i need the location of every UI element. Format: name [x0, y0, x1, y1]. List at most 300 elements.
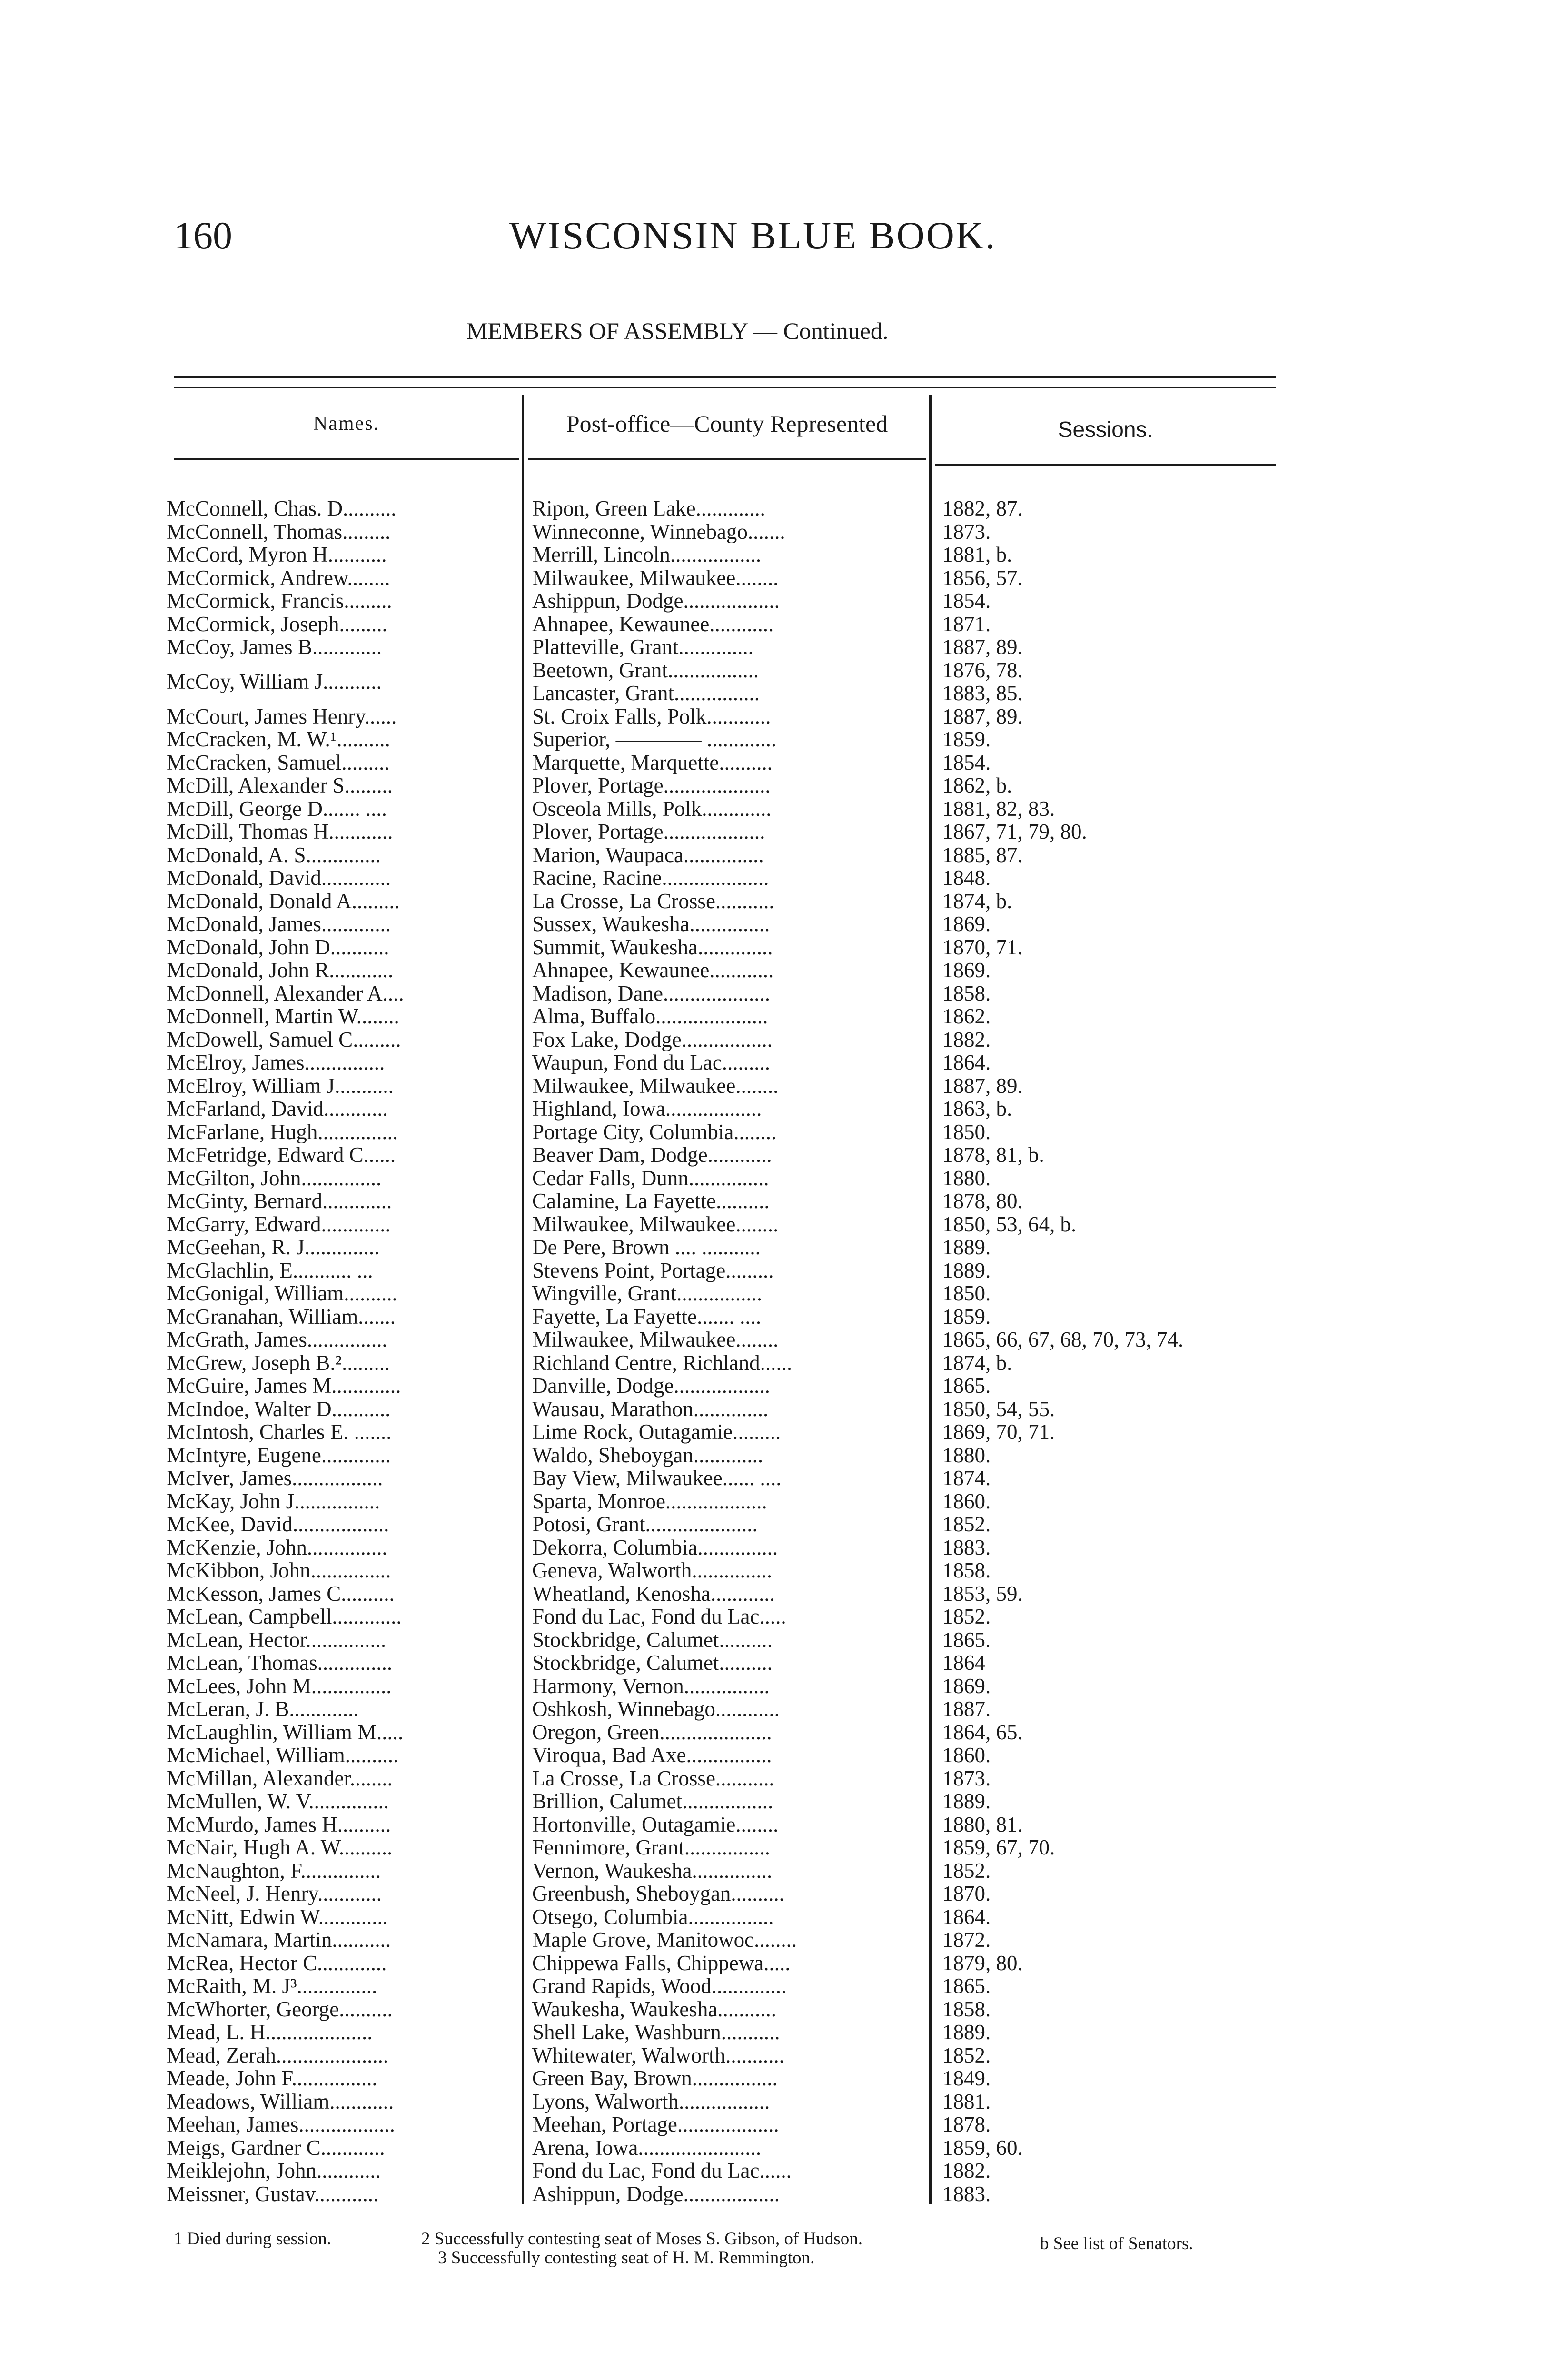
- sessions: 1859.: [942, 727, 991, 751]
- post-office-county: La Crosse, La Crosse...........: [532, 889, 774, 912]
- post-office-county: Racine, Racine....................: [532, 866, 769, 890]
- sessions: 1860.: [942, 1743, 991, 1767]
- table-row: [167, 1351, 1276, 1375]
- sessions: 1864.: [942, 1051, 991, 1074]
- member-name: McRaith, M. J³...............: [167, 1974, 377, 1998]
- footnote-2: 2 Successfully contesting seat of Moses S. Gibson, of Hudson.: [421, 2229, 862, 2249]
- member-name: Meehan, James..................: [167, 2113, 395, 2136]
- member-name: McDonald, Donald A.........: [167, 889, 400, 912]
- sessions: 1878, 80.: [942, 1189, 1023, 1213]
- page-number: 160: [174, 214, 232, 257]
- member-name: McIver, James.................: [167, 1467, 383, 1490]
- header-rule-names: [174, 458, 519, 460]
- post-office-county: Madison, Dane....................: [532, 982, 770, 1005]
- sessions: 1876, 78.: [942, 658, 1023, 682]
- sessions: 1880, 81.: [942, 1812, 1023, 1836]
- sessions: 1869, 70, 71.: [942, 1420, 1055, 1444]
- member-name: McMillan, Alexander........: [167, 1766, 393, 1790]
- member-name: McGranahan, William.......: [167, 1305, 396, 1328]
- post-office-county: Ashippun, Dodge..................: [532, 589, 780, 613]
- member-name: McDonald, John R............: [167, 959, 394, 982]
- post-office-county: Hortonville, Outagamie........: [532, 1813, 779, 1836]
- sessions: 1879, 80.: [942, 1951, 1023, 1975]
- post-office-county: Marion, Waupaca...............: [532, 843, 764, 866]
- table-row: [167, 520, 1276, 544]
- table-row: [167, 1374, 1276, 1398]
- member-name: McConnell, Chas. D..........: [167, 497, 396, 520]
- table-row: [167, 843, 1276, 867]
- post-office-county: Cedar Falls, Dunn...............: [532, 1166, 769, 1190]
- table-row: [167, 728, 1276, 751]
- post-office-county: Lancaster, Grant................: [532, 682, 760, 705]
- table-row: [167, 936, 1276, 959]
- table-row: [167, 705, 1276, 728]
- member-name: McCord, Myron H...........: [167, 543, 387, 566]
- member-name: McDonald, David.............: [167, 866, 391, 890]
- post-office-county: Milwaukee, Milwaukee........: [532, 1212, 779, 1236]
- member-name: McLean, Thomas..............: [167, 1651, 393, 1675]
- top-rule: [174, 376, 1276, 378]
- table-row: [167, 1721, 1276, 1744]
- member-name: McDill, Thomas H............: [167, 820, 393, 843]
- sessions: 1871.: [942, 612, 991, 636]
- sessions: 1883, 85.: [942, 681, 1023, 705]
- sessions: 1865.: [942, 1374, 991, 1398]
- post-office-county: Plover, Portage...................: [532, 820, 765, 843]
- sessions: 1874.: [942, 1466, 991, 1490]
- member-name: McDonnell, Martin W........: [167, 1005, 399, 1028]
- member-name: McGrath, James...............: [167, 1328, 387, 1351]
- member-name: McDill, George D....... ....: [167, 797, 387, 820]
- post-office-county: Beaver Dam, Dodge............: [532, 1143, 772, 1167]
- sessions: 1887.: [942, 1697, 991, 1721]
- sessions: 1859, 60.: [942, 2135, 1023, 2160]
- table-caption: MEMBERS OF ASSEMBLY — Continued.: [466, 317, 889, 344]
- table-row: [167, 1167, 1276, 1190]
- sessions: 1874, b.: [942, 1350, 1012, 1375]
- member-name: Meissner, Gustav............: [167, 2182, 379, 2205]
- table-row: [167, 1305, 1276, 1329]
- post-office-county: Osceola Mills, Polk.............: [532, 797, 772, 820]
- member-name: McDill, Alexander S.........: [167, 774, 393, 797]
- sessions: 1850, 53, 64, b.: [942, 1212, 1077, 1236]
- post-office-county: Superior, ———— .............: [532, 728, 777, 751]
- member-name: McLean, Campbell.............: [167, 1605, 402, 1628]
- table-row: [167, 1582, 1276, 1606]
- table-row: [167, 1536, 1276, 1559]
- table-row: [167, 1882, 1276, 1905]
- table-row: [167, 1190, 1276, 1213]
- post-office-county: Waukesha, Waukesha...........: [532, 1997, 777, 2021]
- post-office-county: Ripon, Green Lake.............: [532, 497, 765, 520]
- sessions: 1881, 82, 83.: [942, 796, 1055, 821]
- table-row: [167, 982, 1276, 1005]
- table-row: [167, 1213, 1276, 1236]
- post-office-county: De Pere, Brown .... ...........: [532, 1236, 761, 1259]
- header-rule-post-office: [528, 458, 926, 460]
- column-header-sessions: Sessions.: [1058, 417, 1153, 442]
- sessions: 1859.: [942, 1304, 991, 1329]
- sessions: 1885, 87.: [942, 843, 1023, 867]
- sessions: 1853, 59.: [942, 1581, 1023, 1606]
- member-name: McGrew, Joseph B.².........: [167, 1351, 390, 1374]
- footnote-b: b See list of Senators.: [1040, 2234, 1193, 2253]
- member-name: Meiklejohn, John............: [167, 2159, 381, 2182]
- sessions: 1867, 71, 79, 80.: [942, 820, 1087, 843]
- member-name: McCormick, Francis.........: [167, 589, 392, 613]
- member-name: McIntosh, Charles E. .......: [167, 1420, 392, 1444]
- member-name: McMichael, William..........: [167, 1744, 399, 1767]
- member-name: McWhorter, George..........: [167, 1997, 393, 2021]
- sessions: 1863, b.: [942, 1097, 1012, 1121]
- sessions: 1865, 66, 67, 68, 70, 73, 74.: [942, 1328, 1184, 1351]
- table-row: [167, 2021, 1276, 2044]
- member-name: McKesson, James C..........: [167, 1582, 395, 1605]
- member-name: McElroy, James...............: [167, 1051, 385, 1074]
- member-name: Meigs, Gardner C............: [167, 2136, 385, 2159]
- sessions: 1852.: [942, 1512, 991, 1536]
- members-table-body: [167, 497, 1276, 2205]
- member-name: McGuire, James M.............: [167, 1374, 401, 1398]
- post-office-county: Lime Rock, Outagamie.........: [532, 1420, 781, 1444]
- post-office-county: Summit, Waukesha..............: [532, 935, 773, 959]
- post-office-county: Danville, Dodge..................: [532, 1374, 770, 1398]
- table-row: [167, 613, 1276, 636]
- table-row: [167, 1236, 1276, 1259]
- sessions: 1882.: [942, 2159, 991, 2182]
- sessions: 1889.: [942, 1235, 991, 1259]
- table-row: [167, 1998, 1276, 2021]
- sessions: 1889.: [942, 1258, 991, 1282]
- member-name: McNeel, J. Henry............: [167, 1882, 382, 1905]
- table-row: [167, 1744, 1276, 1767]
- sessions: 1883.: [942, 2182, 991, 2206]
- post-office-county: Wausau, Marathon..............: [532, 1397, 769, 1420]
- sessions: 1880.: [942, 1166, 991, 1190]
- post-office-county: Green Bay, Brown................: [532, 2067, 778, 2090]
- sessions: 1870.: [942, 1882, 991, 1905]
- member-name: McDonald, A. S..............: [167, 843, 381, 866]
- post-office-county: Waupun, Fond du Lac.........: [532, 1051, 771, 1074]
- sessions: 1862.: [942, 1004, 991, 1028]
- sessions: 1881.: [942, 2089, 991, 2113]
- member-name: McDonald, John D...........: [167, 935, 389, 959]
- sessions: 1865.: [942, 1974, 991, 1998]
- sessions: 1858.: [942, 981, 991, 1005]
- member-name: McIndoe, Walter D...........: [167, 1397, 391, 1420]
- table-row: [167, 659, 1276, 705]
- post-office-county: Harmony, Vernon................: [532, 1674, 770, 1697]
- sessions: 1864, 65.: [942, 1720, 1023, 1744]
- sessions: 1889.: [942, 1789, 991, 1813]
- table-row: [167, 1767, 1276, 1790]
- post-office-county: Lyons, Walworth.................: [532, 2090, 770, 2113]
- member-name: McGonigal, William..........: [167, 1282, 397, 1305]
- sessions: 1873.: [942, 519, 991, 544]
- post-office-county: St. Croix Falls, Polk............: [532, 704, 771, 728]
- member-name: McLean, Hector...............: [167, 1628, 386, 1651]
- sessions: 1869.: [942, 1674, 991, 1698]
- column-header-post-office: Post-office—County Represented: [566, 410, 888, 437]
- table-row: [167, 497, 1276, 520]
- table-row: [167, 1398, 1276, 1421]
- member-name: McGilton, John...............: [167, 1166, 382, 1190]
- column-header-names: Names.: [313, 413, 380, 435]
- member-name: McGlachlin, E........... ...: [167, 1259, 373, 1282]
- post-office-county: Milwaukee, Milwaukee........: [532, 1074, 779, 1097]
- post-office-county: Plover, Portage....................: [532, 774, 771, 797]
- sessions: 1880.: [942, 1443, 991, 1467]
- member-name: McFarland, David............: [167, 1097, 388, 1121]
- table-row: [167, 589, 1276, 613]
- table-row: [167, 1559, 1276, 1582]
- post-office-county: Dekorra, Columbia...............: [532, 1536, 778, 1559]
- sessions: 1858.: [942, 1997, 991, 2021]
- table-row: [167, 2182, 1276, 2206]
- member-name: McKibbon, John...............: [167, 1559, 391, 1582]
- post-office-county: Beetown, Grant.................: [532, 658, 759, 682]
- post-office-county: Marquette, Marquette..........: [532, 751, 773, 774]
- sessions: 1848.: [942, 866, 991, 890]
- table-row: [167, 2113, 1276, 2136]
- table-row: [167, 820, 1276, 843]
- post-office-county: Winneconne, Winnebago.......: [532, 520, 785, 543]
- table-row: [167, 1513, 1276, 1536]
- table-row: [167, 1051, 1276, 1074]
- table-row: [167, 566, 1276, 590]
- sessions: 1883.: [942, 1535, 991, 1559]
- post-office-county: Sussex, Waukesha...............: [532, 912, 770, 936]
- table-row: [167, 1259, 1276, 1282]
- member-name: McCoy, William J...........: [167, 670, 382, 693]
- member-name: McDonnell, Alexander A....: [167, 982, 404, 1005]
- member-name: McFarlane, Hugh...............: [167, 1120, 398, 1143]
- table-row: [167, 797, 1276, 821]
- sessions: 1864: [942, 1651, 985, 1675]
- member-name: McLees, John M...............: [167, 1674, 392, 1697]
- post-office-county: Bay View, Milwaukee...... ....: [532, 1467, 782, 1490]
- member-name: McCracken, M. W.¹..........: [167, 728, 390, 751]
- sessions: 1881, b.: [942, 543, 1012, 566]
- table-row: [167, 890, 1276, 913]
- member-name: McGeehan, R. J..............: [167, 1236, 380, 1259]
- sessions: 1882, 87.: [942, 496, 1023, 520]
- post-office-county: Oshkosh, Winnebago............: [532, 1697, 780, 1721]
- table-row: [167, 1697, 1276, 1721]
- member-name: McElroy, William J...........: [167, 1074, 394, 1097]
- post-office-county: Potosi, Grant.....................: [532, 1513, 758, 1536]
- post-office-county: Ahnapee, Kewaunee............: [532, 612, 774, 635]
- sessions: 1864.: [942, 1904, 991, 1929]
- post-office-county: Whitewater, Walworth...........: [532, 2043, 784, 2067]
- sessions: 1874, b.: [942, 889, 1012, 913]
- sessions: 1858.: [942, 1558, 991, 1582]
- table-row: [167, 1282, 1276, 1305]
- sessions: 1872.: [942, 1928, 991, 1952]
- top-rule-thin: [174, 387, 1276, 388]
- post-office-county: Grand Rapids, Wood..............: [532, 1974, 787, 1998]
- post-office-county: Oregon, Green.....................: [532, 1720, 772, 1744]
- post-office-county: Greenbush, Sheboygan..........: [532, 1882, 784, 1905]
- header-rule-sessions: [935, 464, 1276, 466]
- table-row: [167, 1859, 1276, 1883]
- sessions: 1887, 89.: [942, 704, 1023, 728]
- table-row: [167, 1628, 1276, 1652]
- table-row: [167, 866, 1276, 890]
- post-office-county: Fayette, La Fayette....... ....: [532, 1305, 762, 1328]
- sessions: 1852.: [942, 1858, 991, 1883]
- table-row: [167, 774, 1276, 797]
- sessions: 1850, 54, 55.: [942, 1397, 1055, 1421]
- sessions: 1852.: [942, 1605, 991, 1628]
- post-office-county: Viroqua, Bad Axe................: [532, 1744, 772, 1767]
- post-office-county: Wheatland, Kenosha............: [532, 1582, 775, 1605]
- post-office-county: Stevens Point, Portage.........: [532, 1259, 774, 1282]
- post-office-county: Portage City, Columbia........: [532, 1120, 777, 1143]
- post-office-county: Brillion, Calumet.................: [532, 1790, 773, 1813]
- footnote-1: 1 Died during session.: [174, 2229, 331, 2249]
- post-office-county: Fond du Lac, Fond du Lac......: [532, 2159, 792, 2182]
- member-name: McNaughton, F...............: [167, 1859, 381, 1882]
- table-row: [167, 959, 1276, 982]
- post-office-county: Milwaukee, Milwaukee........: [532, 566, 779, 589]
- table-row: [167, 635, 1276, 659]
- member-name: McDonald, James.............: [167, 912, 391, 936]
- sessions: 1862, b.: [942, 774, 1012, 797]
- table-row: [167, 2136, 1276, 2160]
- sessions: 1869.: [942, 958, 991, 982]
- table-row: [167, 1905, 1276, 1929]
- sessions: 1860.: [942, 1489, 991, 1513]
- table-row: [167, 1675, 1276, 1698]
- sessions: 1869.: [942, 912, 991, 936]
- member-name: McMurdo, James H..........: [167, 1813, 391, 1836]
- sessions: 1887, 89.: [942, 1073, 1023, 1098]
- sessions: 1865.: [942, 1627, 991, 1652]
- member-name: McCracken, Samuel.........: [167, 751, 390, 774]
- member-name: McCormick, Joseph.........: [167, 612, 387, 635]
- table-row: [167, 751, 1276, 774]
- table-row: [167, 1952, 1276, 1975]
- post-office-county: Sparta, Monroe...................: [532, 1489, 767, 1513]
- table-row: [167, 1005, 1276, 1028]
- post-office-county: Milwaukee, Milwaukee........: [532, 1328, 779, 1351]
- table-row: [167, 1420, 1276, 1444]
- post-office-county: Alma, Buffalo.....................: [532, 1005, 768, 1028]
- post-office-county: Arena, Iowa.......................: [532, 2136, 762, 2159]
- post-office-county: Calamine, La Fayette..........: [532, 1190, 770, 1213]
- post-office-county: Platteville, Grant..............: [532, 635, 753, 659]
- member-name: McNitt, Edwin W.............: [167, 1905, 388, 1928]
- post-office-county: Shell Lake, Washburn...........: [532, 2021, 780, 2044]
- table-row: [167, 2159, 1276, 2182]
- table-row: [167, 1790, 1276, 1813]
- table-row: [167, 1928, 1276, 1952]
- post-office-county: Merrill, Lincoln.................: [532, 543, 762, 566]
- member-name: McGarry, Edward.............: [167, 1212, 391, 1236]
- table-row: [167, 1490, 1276, 1513]
- table-row: [167, 1143, 1276, 1167]
- post-office-county: Otsego, Columbia................: [532, 1905, 774, 1928]
- post-office-county: La Crosse, La Crosse...........: [532, 1766, 774, 1790]
- table-row: [167, 543, 1276, 566]
- sessions: 1887, 89.: [942, 635, 1023, 659]
- member-name: Mead, L. H....................: [167, 2021, 373, 2044]
- table-row: [167, 1328, 1276, 1351]
- footnote-3: 3 Successfully contesting seat of H. M. Remmington.: [438, 2248, 815, 2268]
- table-row: [167, 1121, 1276, 1144]
- sessions: 1882.: [942, 1027, 991, 1051]
- table-row: [167, 1605, 1276, 1628]
- member-name: McIntyre, Eugene.............: [167, 1443, 391, 1467]
- post-office-county: Fennimore, Grant................: [532, 1836, 770, 1859]
- member-name: Meadows, William............: [167, 2090, 394, 2113]
- post-office-county: Fond du Lac, Fond du Lac.....: [532, 1605, 786, 1628]
- member-name: McCourt, James Henry......: [167, 704, 397, 728]
- member-name: McLeran, J. B.............: [167, 1697, 359, 1721]
- post-office-county: Wingville, Grant................: [532, 1282, 763, 1305]
- post-office-county: Geneva, Walworth...............: [532, 1559, 773, 1582]
- table-row: [167, 1097, 1276, 1121]
- running-head: WISCONSIN BLUE BOOK.: [509, 214, 997, 257]
- table-row: [167, 912, 1276, 936]
- member-name: McKenzie, John...............: [167, 1536, 387, 1559]
- sessions: 1852.: [942, 2043, 991, 2067]
- sessions: 1889.: [942, 2020, 991, 2044]
- table-row: [167, 2044, 1276, 2067]
- post-office-county: Stockbridge, Calumet..........: [532, 1651, 773, 1675]
- post-office-county: Vernon, Waukesha...............: [532, 1859, 773, 1882]
- table-row: [167, 1836, 1276, 1859]
- member-name: McDowell, Samuel C.........: [167, 1028, 401, 1051]
- table-row: [167, 1444, 1276, 1467]
- sessions: 1873.: [942, 1766, 991, 1790]
- sessions: 1856, 57.: [942, 565, 1023, 590]
- post-office-county: Highland, Iowa..................: [532, 1097, 762, 1121]
- post-office-county: Meehan, Portage...................: [532, 2113, 779, 2136]
- sessions: 1854.: [942, 589, 991, 613]
- member-name: McNamara, Martin...........: [167, 1928, 391, 1952]
- sessions: 1850.: [942, 1120, 991, 1144]
- sessions: 1854.: [942, 750, 991, 774]
- sessions: 1870, 71.: [942, 935, 1023, 959]
- post-office-county: Richland Centre, Richland......: [532, 1351, 793, 1374]
- member-name: McKay, John J................: [167, 1489, 380, 1513]
- table-row: [167, 1028, 1276, 1051]
- table-row: [167, 2067, 1276, 2090]
- post-office-county: Maple Grove, Manitowoc........: [532, 1928, 797, 1952]
- member-name: McCoy, James B.............: [167, 635, 382, 659]
- member-name: McGinty, Bernard.............: [167, 1190, 392, 1213]
- sessions: 1850.: [942, 1281, 991, 1305]
- post-office-county: Stockbridge, Calumet..........: [532, 1628, 773, 1651]
- member-name: McNair, Hugh A. W..........: [167, 1836, 393, 1859]
- member-name: McLaughlin, William M.....: [167, 1720, 404, 1744]
- member-name: McKee, David..................: [167, 1513, 389, 1536]
- member-name: Meade, John F................: [167, 2067, 377, 2090]
- table-row: [167, 1974, 1276, 1998]
- sessions: 1878, 81, b.: [942, 1143, 1044, 1167]
- post-office-county: Waldo, Sheboygan.............: [532, 1443, 763, 1467]
- table-row: [167, 1074, 1276, 1098]
- member-name: McRea, Hector C.............: [167, 1951, 387, 1974]
- sessions: 1878.: [942, 2112, 991, 2136]
- post-office-county: Chippewa Falls, Chippewa.....: [532, 1951, 791, 1974]
- member-name: McCormick, Andrew........: [167, 566, 390, 589]
- table-row: [167, 1651, 1276, 1675]
- table-row: [167, 1813, 1276, 1836]
- member-name: Mead, Zerah.....................: [167, 2043, 389, 2067]
